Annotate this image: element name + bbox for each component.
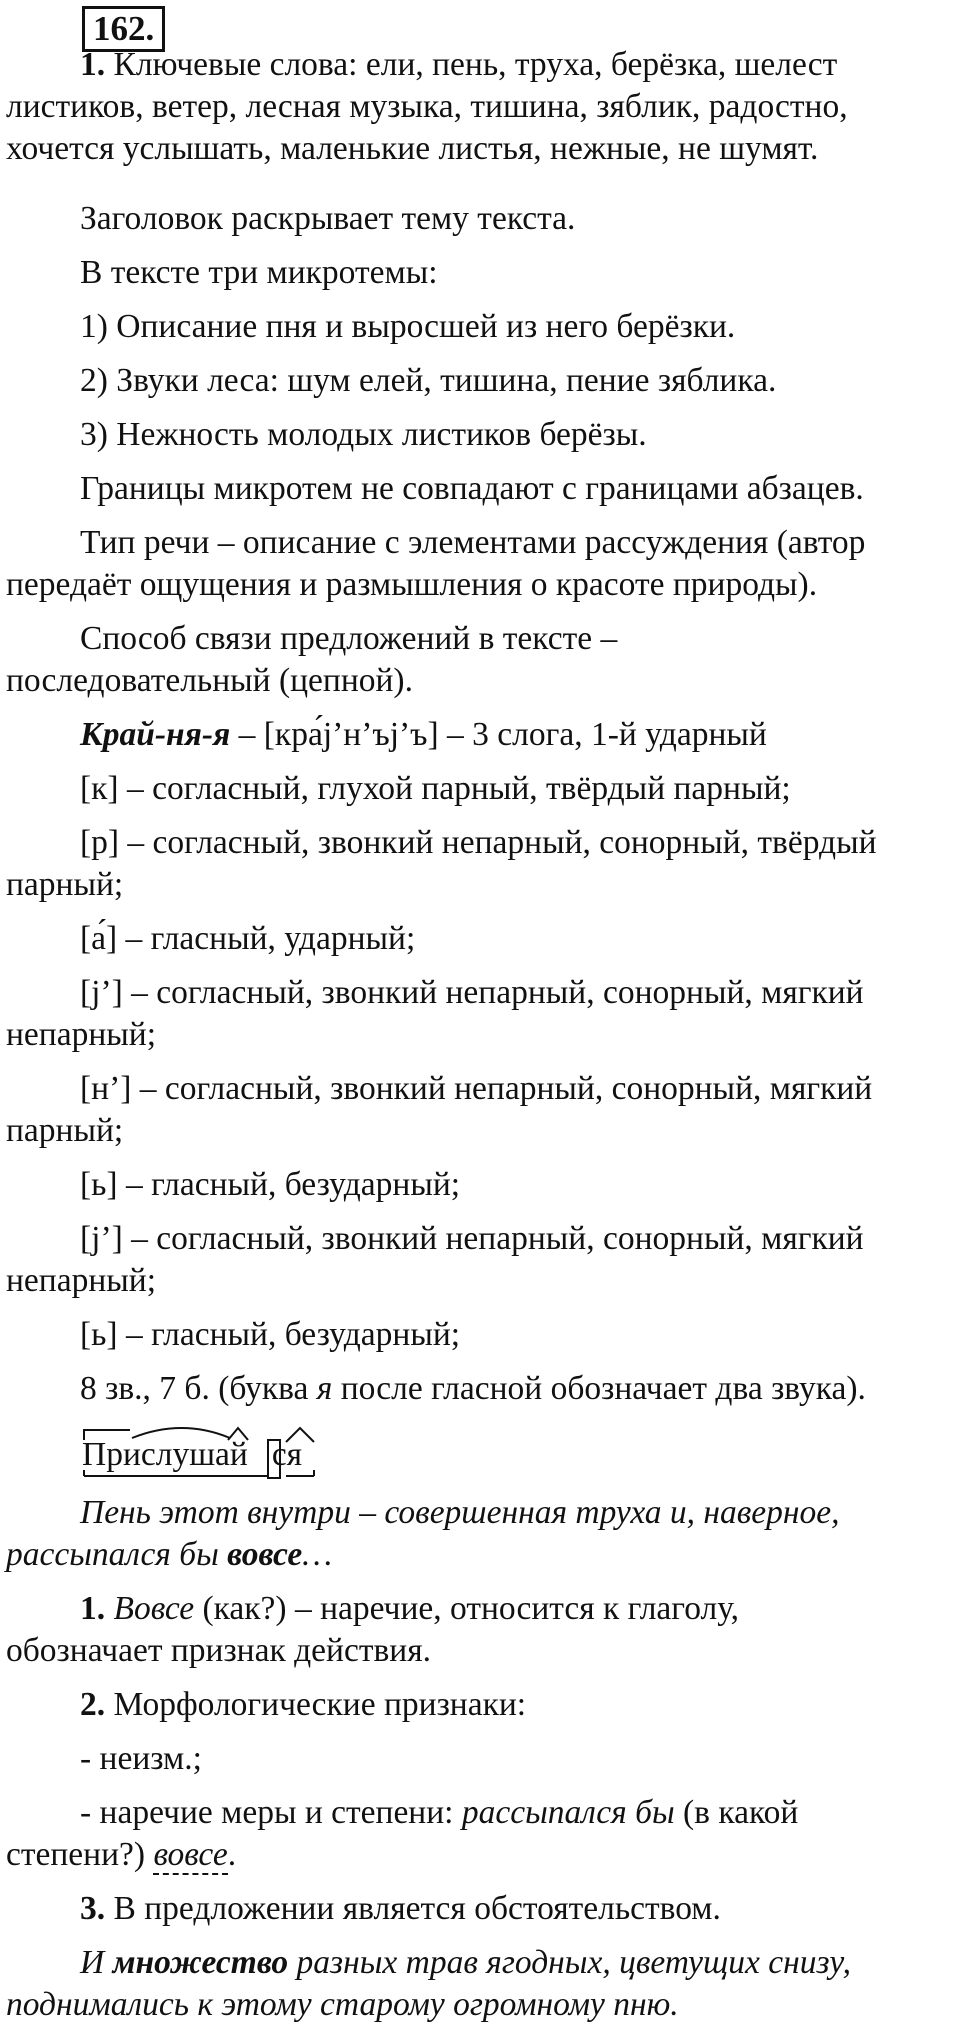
sound-count: 8 зв., 7 б. (буква я после гласной обозначает два звука). xyxy=(80,1370,866,1407)
exercise-number: 162. xyxy=(82,6,165,52)
microthemes-intro: В тексте три микротемы: xyxy=(80,254,438,291)
phonetic-word: Край-ня-я xyxy=(80,716,231,753)
quote-paragraph-2: И множество разных трав ягодных, цветущих снизу, поднимались к этому старому огромному пню. xyxy=(6,1944,851,2023)
microtheme-item: 2) Звуки леса: шум елей, тишина, пение зяблика. xyxy=(80,362,777,399)
sound-item: [j’] – согласный, звонкий непарный, сонорный, мягкий непарный; xyxy=(6,1220,864,1299)
part-number: 1. xyxy=(80,46,106,83)
link-type-paragraph: Способ связи предложений в тексте – последовательный (цепной). xyxy=(6,620,618,699)
morph-feature: - неизм.; xyxy=(80,1740,202,1777)
sound-item: [ь] – гласный, безударный; xyxy=(80,1166,461,1203)
sound-item: [н’] – согласный, звонкий непарный, сонорный, мягкий парный; xyxy=(6,1070,873,1149)
sound-item: [р] – согласный, звонкий непарный, сонорный, твёрдый парный; xyxy=(6,824,877,903)
speech-type-paragraph: Тип речи – описание с элементами рассуждения (автор передаёт ощущения и размышления о красоте природы). xyxy=(6,524,866,603)
phonetic-heading: Край-ня-я – [кра́j’н’ъj’ъ] – 3 слога, 1-й ударный xyxy=(80,716,767,753)
sound-item: [j’] – согласный, звонкий непарный, сонорный, мягкий непарный; xyxy=(6,974,864,1053)
analysis-point-2: 2. Морфологические признаки: xyxy=(80,1686,527,1723)
microtheme-item: 1) Описание пня и выросшей из него берёзки. xyxy=(80,308,736,345)
microtheme-item: 3) Нежность молодых листиков берёзы. xyxy=(80,416,647,453)
parsed-word: Прислушай ся xyxy=(82,1436,303,1473)
boundaries-note: Границы микротем не совпадают с границами абзацев. xyxy=(80,470,864,507)
adverbial-underline: вовсе xyxy=(153,1836,228,1873)
quote-paragraph: Пень этот внутри – совершенная труха и, наверное, рассыпался бы вовсе… xyxy=(6,1494,840,1573)
sound-item: [ь] – гласный, безударный; xyxy=(80,1316,461,1353)
analysis-point-1: 1. Вовсе (как?) – наречие, относится к глаголу, обозначает признак действия. xyxy=(6,1590,739,1669)
morph-feature: - наречие меры и степени: рассыпался бы (в какой степени?) вовсе. xyxy=(6,1794,799,1873)
morpheme-parse xyxy=(82,1424,342,1480)
sound-item: [а́] – гласный, ударный; xyxy=(80,920,416,957)
sound-item: [к] – согласный, глухой парный, твёрдый парный; xyxy=(80,770,791,807)
title-note: Заголовок раскрывает тему текста. xyxy=(80,200,576,237)
keywords-paragraph: 1. Ключевые слова: ели, пень, труха, берёзка, шелест листиков, ветер, лесная музыка, тишина, зяблик, радостно, хочется услышать, маленькие листья, нежные, не шумят. xyxy=(6,46,848,167)
analysis-point-3: 3. В предложении является обстоятельством. xyxy=(80,1890,721,1927)
